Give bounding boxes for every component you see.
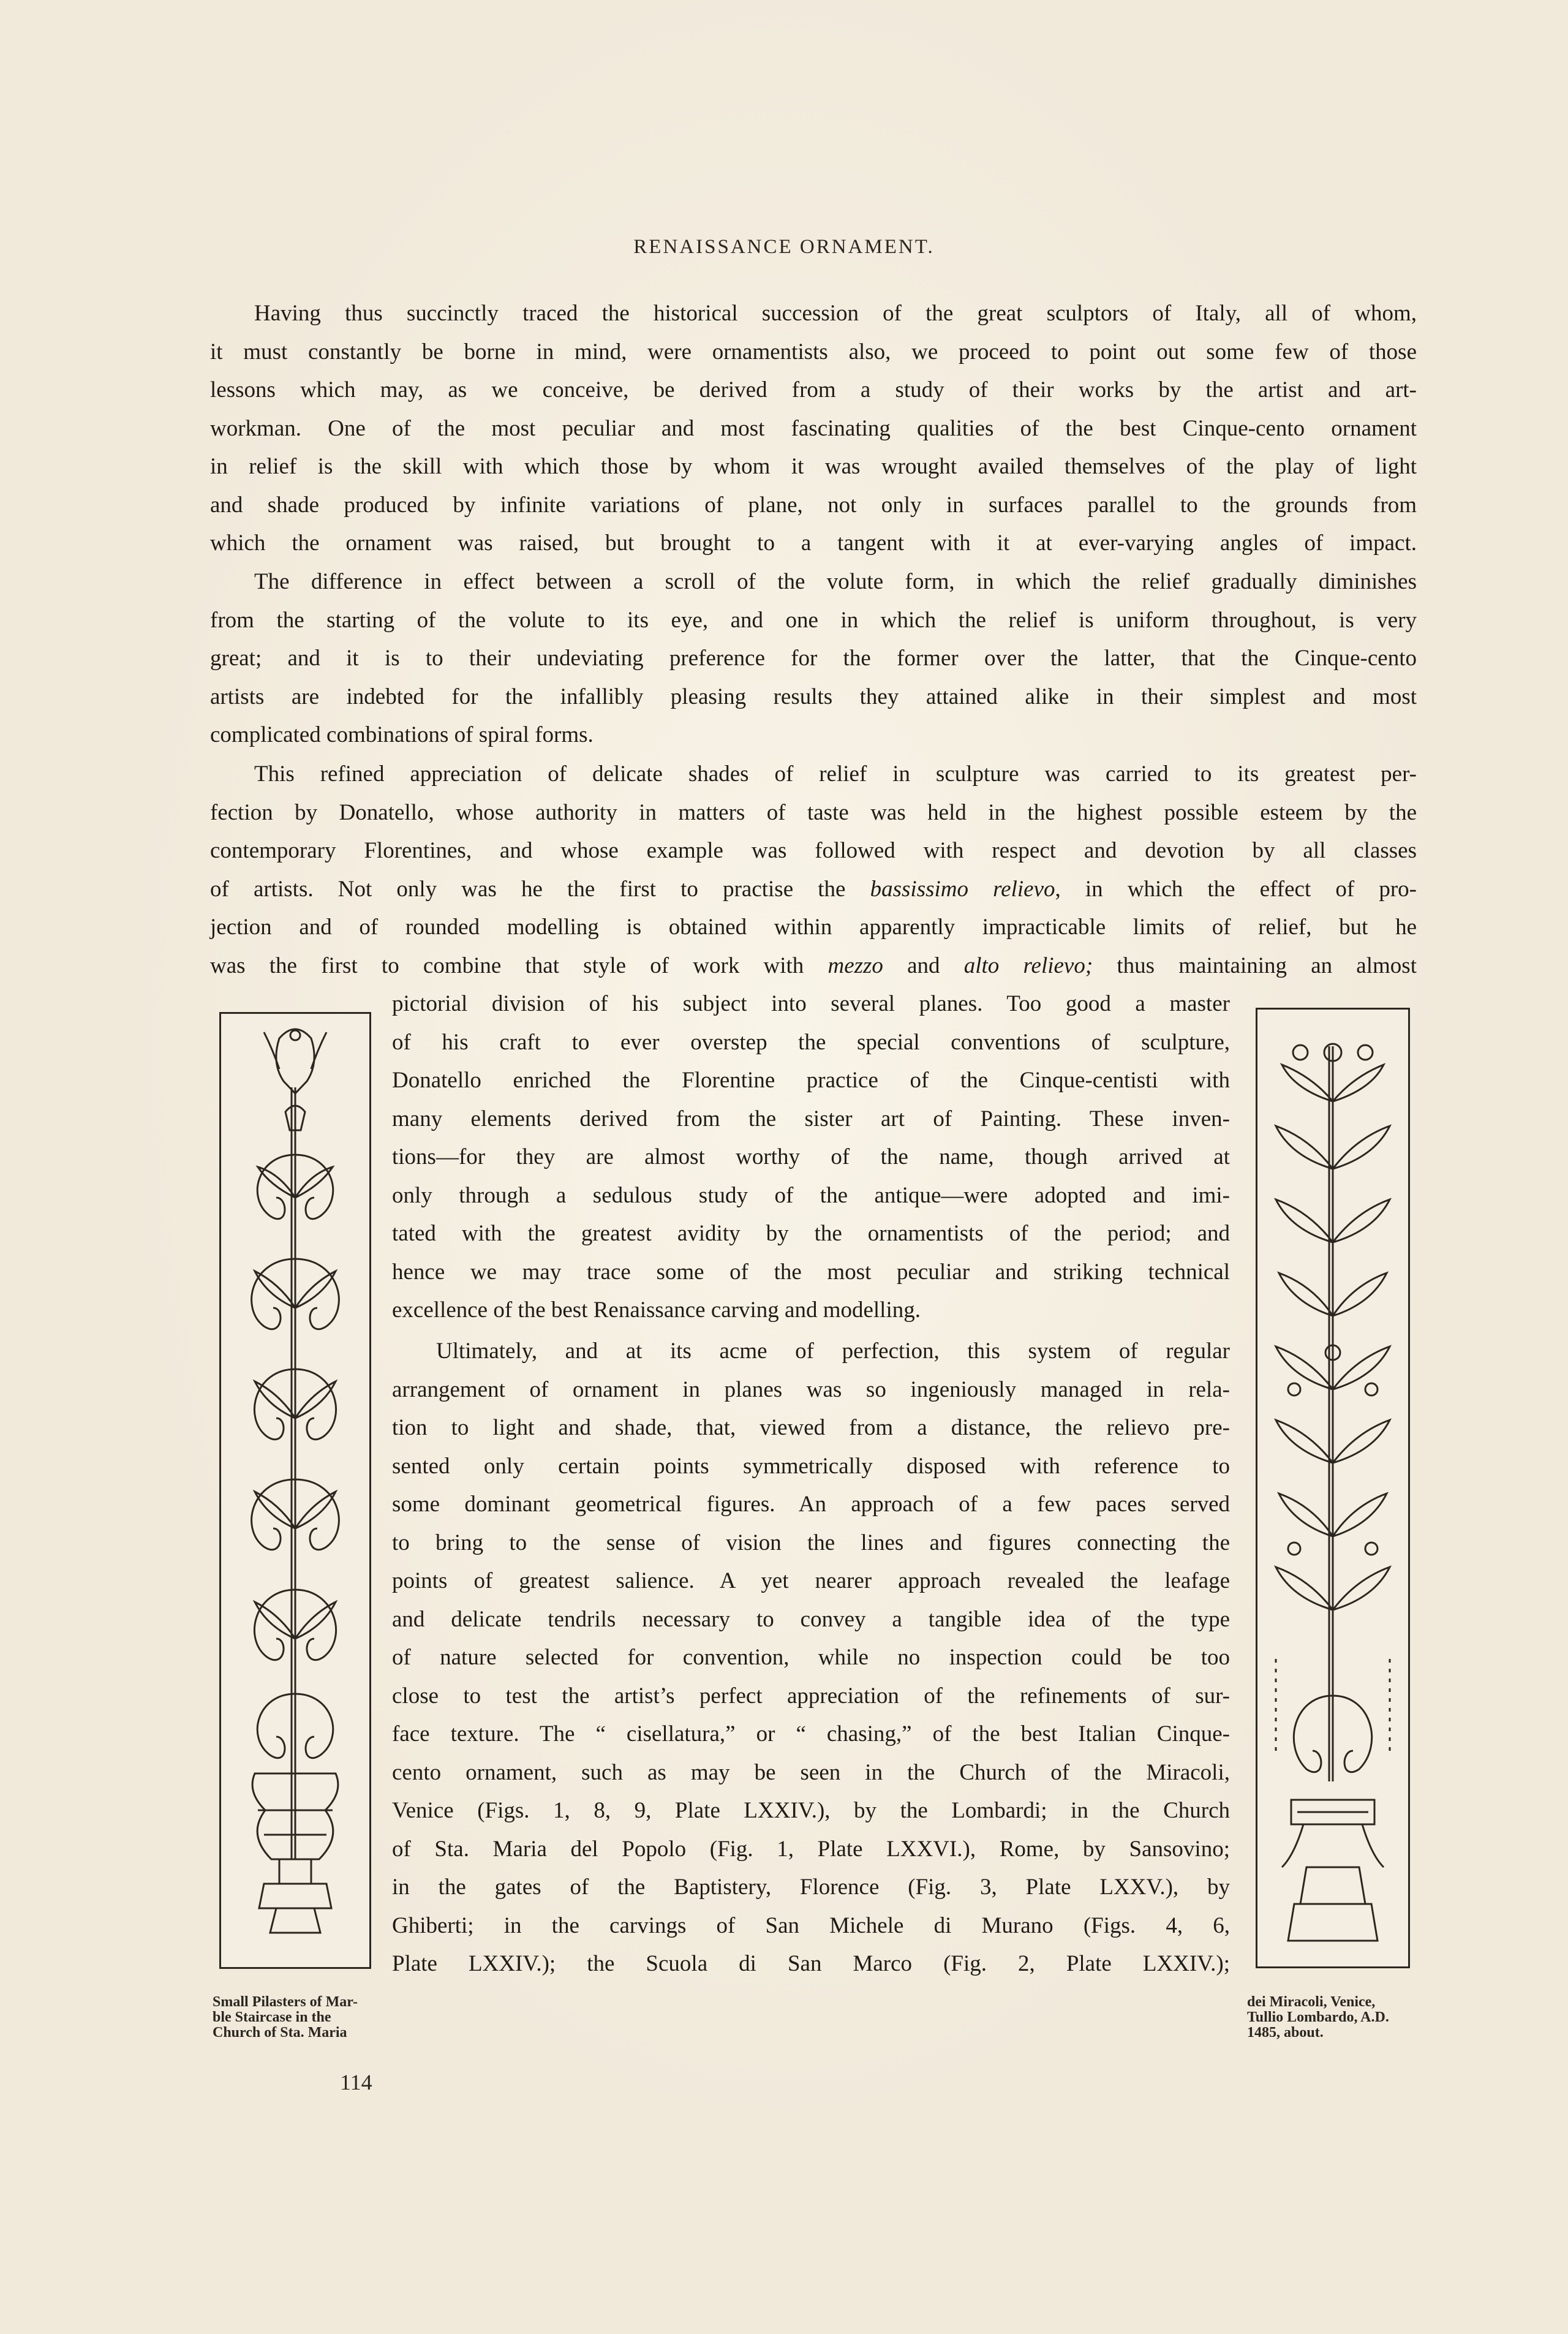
text-line: and shade produced by infinite variations of plane, not only in surfaces parallel to the grounds from [210, 492, 1417, 518]
text-segment: and [883, 953, 964, 978]
text-line: Plate LXXIV.); the Scuola di San Marco (Fig. 2, Plate LXXIV.); [392, 1951, 1230, 1976]
text-line: arrangement of ornament in planes was so ingeniously managed in rela- [392, 1377, 1230, 1402]
text-line: many elements derived from the sister art of Painting. These inven- [392, 1106, 1230, 1131]
paragraph-1 [210, 295, 1417, 563]
text-line: in the gates of the Baptistery, Florence (Fig. 3, Plate LXXV.), by [392, 1875, 1230, 1900]
caption-line: Tullio Lombardo, A.D. [1247, 2009, 1389, 2025]
running-head: RENAISSANCE ORNAMENT. [633, 236, 935, 258]
paragraph-2 [210, 563, 1417, 755]
caption-line: Church of Sta. Maria [213, 2025, 347, 2041]
text-line: lessons which may, as we conceive, be derived from a study of their works by the artist and art- [210, 377, 1417, 402]
text-line: from the starting of the volute to its eye, and one in which the relief is uniform throughout, is very [210, 607, 1417, 633]
text-line: of nature selected for convention, while no inspection could be too [392, 1645, 1230, 1670]
text-line: Having thus succinctly traced the historical succession of the great sculptors of Italy, all of whom, [254, 301, 1417, 326]
paragraph-3-continued [392, 985, 1230, 1330]
right-pilaster-figure [1256, 1008, 1410, 1968]
text-line: of his craft to ever overstep the special conventions of sculpture, [392, 1029, 1230, 1055]
text-line: it must constantly be borne in mind, were ornamentists also, we proceed to point out some few of those [210, 339, 1417, 364]
text-line: which the ornament was raised, but brought to a tangent with it at ever-varying angles of impact. [210, 531, 1417, 556]
text-line: tated with the greatest avidity by the ornamentists of the period; and [392, 1221, 1230, 1246]
text-line: artists are indebted for the infallibly pleasing results they attained alike in their simplest and most [210, 684, 1417, 709]
text-segment: thus maintaining an almost [1093, 953, 1417, 978]
text-line: This refined appreciation of delicate shades of relief in sculpture was carried to its greatest per- [254, 761, 1417, 787]
caption-line: Small Pilasters of Mar- [213, 1994, 358, 2010]
caption-line: dei Miracoli, Venice, [1247, 1994, 1376, 2010]
page-number: 114 [340, 2070, 372, 2094]
right-figure-caption [1247, 1995, 1425, 2041]
text-line: tion to light and shade, that, viewed from a distance, the relievo pre- [392, 1415, 1230, 1440]
caption-line: ble Staircase in the [213, 2009, 331, 2025]
text-line: Donatello enriched the Florentine practice of the Cinque-centisti with [392, 1068, 1230, 1093]
text-line: only through a sedulous study of the antique—were adopted and imi- [392, 1182, 1230, 1208]
text-line: complicated combinations of spiral forms. [210, 722, 594, 747]
paragraph-4 [392, 1332, 1230, 1984]
text-line: in relief is the skill with which those by whom it was wrought availed themselves of the play of light [210, 454, 1417, 479]
right-pilaster-drawing [1257, 1010, 1408, 1966]
text-line: face texture. The “ cisellatura,” or “ chasing,” of the best Italian Cinque- [392, 1721, 1230, 1747]
caption-line: 1485, about. [1247, 2025, 1324, 2041]
text-line: tions—for they are almost worthy of the name, though arrived at [392, 1144, 1230, 1169]
left-figure-caption [213, 1995, 390, 2041]
text-line: contemporary Florentines, and whose example was followed with respect and devotion by all classes [210, 838, 1417, 863]
text-line: excellence of the best Renaissance carving and modelling. [392, 1297, 921, 1323]
text-line [210, 947, 1417, 986]
text-line: and delicate tendrils necessary to convey a tangible idea of the type [392, 1606, 1230, 1632]
text-line: points of greatest salience. A yet nearer approach revealed the leafage [392, 1568, 1230, 1593]
left-pilaster-figure [219, 1012, 371, 1969]
text-line: close to test the artist’s perfect appreciation of the refinements of sur- [392, 1683, 1230, 1709]
text-line: Ultimately, and at its acme of perfection, this system of regular [436, 1339, 1230, 1364]
text-line: cento ornament, such as may be seen in the Church of the Miracoli, [392, 1759, 1230, 1785]
text-line: to bring to the sense of vision the lines and figures connecting the [392, 1530, 1230, 1555]
text-line: some dominant geometrical figures. An approach of a few paces served [392, 1492, 1230, 1517]
italic-term: bassissimo relievo [870, 876, 1055, 902]
text-line: of Sta. Maria del Popolo (Fig. 1, Plate LXXVI.), Rome, by Sansovino; [392, 1836, 1230, 1862]
text-line: hence we may trace some of the most peculiar and striking technical [392, 1259, 1230, 1285]
text-line: sented only certain points symmetrically disposed with reference to [392, 1453, 1230, 1479]
text-line: great; and it is to their undeviating preference for the former over the latter, that the Cinque-cento [210, 646, 1417, 671]
left-pilaster-drawing [221, 1014, 369, 1967]
text-segment: , in which the effect of pro- [1055, 876, 1417, 902]
text-line: jection and of rounded modelling is obtained within apparently impracticable limits of relief, but he [210, 915, 1417, 940]
italic-term: mezzo [827, 953, 883, 978]
paragraph-3 [210, 755, 1417, 985]
text-segment: of artists. Not only was he the first to practise the [210, 876, 870, 902]
text-line: The difference in effect between a scroll of the volute form, in which the relief gradually diminishes [254, 569, 1417, 594]
text-line: pictorial division of his subject into several planes. Too good a master [392, 991, 1230, 1016]
italic-term: alto relievo; [963, 953, 1093, 978]
text-line: workman. One of the most peculiar and most fascinating qualities of the best Cinque-cento ornament [210, 415, 1417, 441]
text-line [210, 871, 1417, 909]
text-segment: was the first to combine that style of work with [210, 953, 828, 978]
text-line: Ghiberti; in the carvings of San Michele di Murano (Figs. 4, 6, [392, 1913, 1230, 1938]
text-line: Venice (Figs. 1, 8, 9, Plate LXXIV.), by the Lombardi; in the Church [392, 1798, 1230, 1823]
text-line: fection by Donatello, whose authority in matters of taste was held in the highest possible esteem by the [210, 799, 1417, 825]
